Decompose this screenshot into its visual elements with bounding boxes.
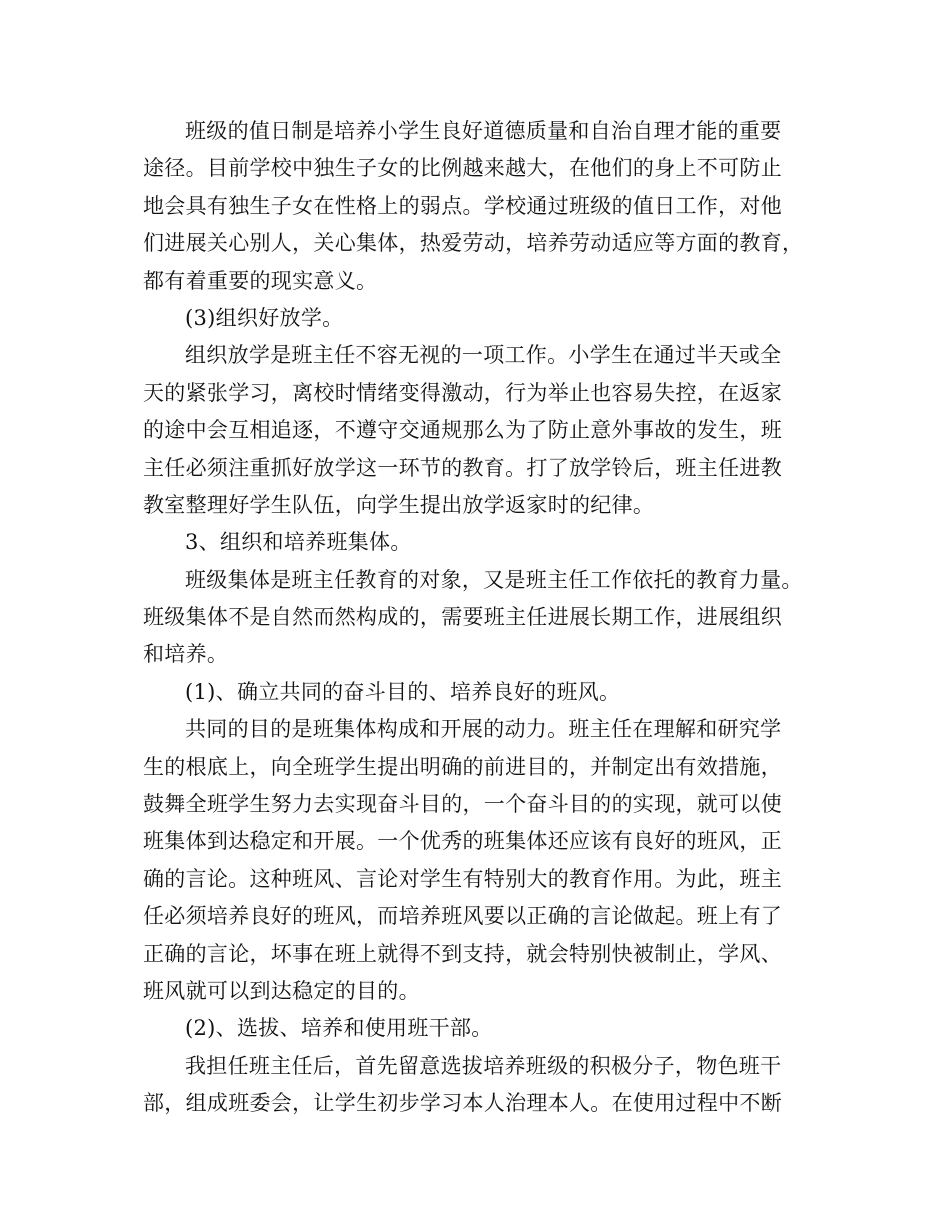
text-line: 天的紧张学习，离校时情绪变得激动，行为举止也容易失控，在返家 (143, 380, 782, 405)
text-line: 班风就可以到达稳定的目的。 (143, 978, 420, 1003)
text-line: 确的言论。这种班风、言论对学生有特别大的教育作用。为此，班主 (143, 866, 782, 891)
text-line: (2)、选拔、培养和使用班干部。 (185, 1016, 493, 1041)
text-line: 们进展关心别人，关心集体，热爱劳动，培养劳动适应等方面的教育， (143, 231, 804, 256)
text-line: (1)、确立共同的奋斗目的、培养良好的班风。 (185, 679, 621, 704)
text-line: 组织放学是班主任不容无视的一项工作。小学生在通过半天或全 (185, 343, 782, 368)
text-line: 3、组织和培养班集体。 (185, 530, 412, 555)
text-line: 鼓舞全班学生努力去实现奋斗目的，一个奋斗目的的实现，就可以使 (143, 792, 782, 817)
text-line: 都有着重要的现实意义。 (143, 268, 378, 293)
text-line: 任必须培养良好的班风，而培养班风要以正确的言论做起。班上有了 (143, 904, 782, 929)
text-line: 正确的言论，坏事在班上就得不到支持，就会特别快被制止，学风、 (143, 941, 782, 966)
text-line: 的途中会互相追逐，不遵守交通规那么为了防止意外事故的发生，班 (143, 418, 782, 443)
text-line: 共同的目的是班集体构成和开展的动力。班主任在理解和研究学 (185, 717, 782, 742)
text-line: 生的根底上，向全班学生提出明确的前进目的，并制定出有效措施， (143, 754, 782, 779)
text-line: 教室整理好学生队伍，向学生提出放学返家时的纪律。 (143, 492, 655, 517)
text-line: 途径。目前学校中独生子女的比例越来越大，在他们的身上不可防止 (143, 156, 782, 181)
text-line: 班集体到达稳定和开展。一个优秀的班集体还应该有良好的班风，正 (143, 829, 782, 854)
body-text (143, 113, 811, 1123)
text-line: (3)组织好放学。 (185, 305, 344, 330)
text-line: 我担任班主任后，首先留意选拔培养班级的积极分子，物色班干 (185, 1053, 782, 1078)
text-line: 主任必须注重抓好放学这一环节的教育。打了放学铃后，班主任进教 (143, 455, 782, 480)
text-line: 部，组成班委会，让学生初步学习本人治理本人。在使用过程中不断 (143, 1091, 782, 1116)
text-line: 班级集体不是自然而然构成的，需要班主任进展长期工作，进展组织 (143, 605, 782, 630)
text-line: 班级的值日制是培养小学生良好道德质量和自治自理才能的重要 (185, 119, 782, 143)
text-line: 地会具有独生子女在性格上的弱点。学校通过班级的值日工作，对他 (143, 193, 782, 218)
text-line: 班级集体是班主任教育的对象，又是班主任工作依托的教育力量。 (185, 567, 803, 592)
text-line: 和培养。 (143, 642, 229, 667)
